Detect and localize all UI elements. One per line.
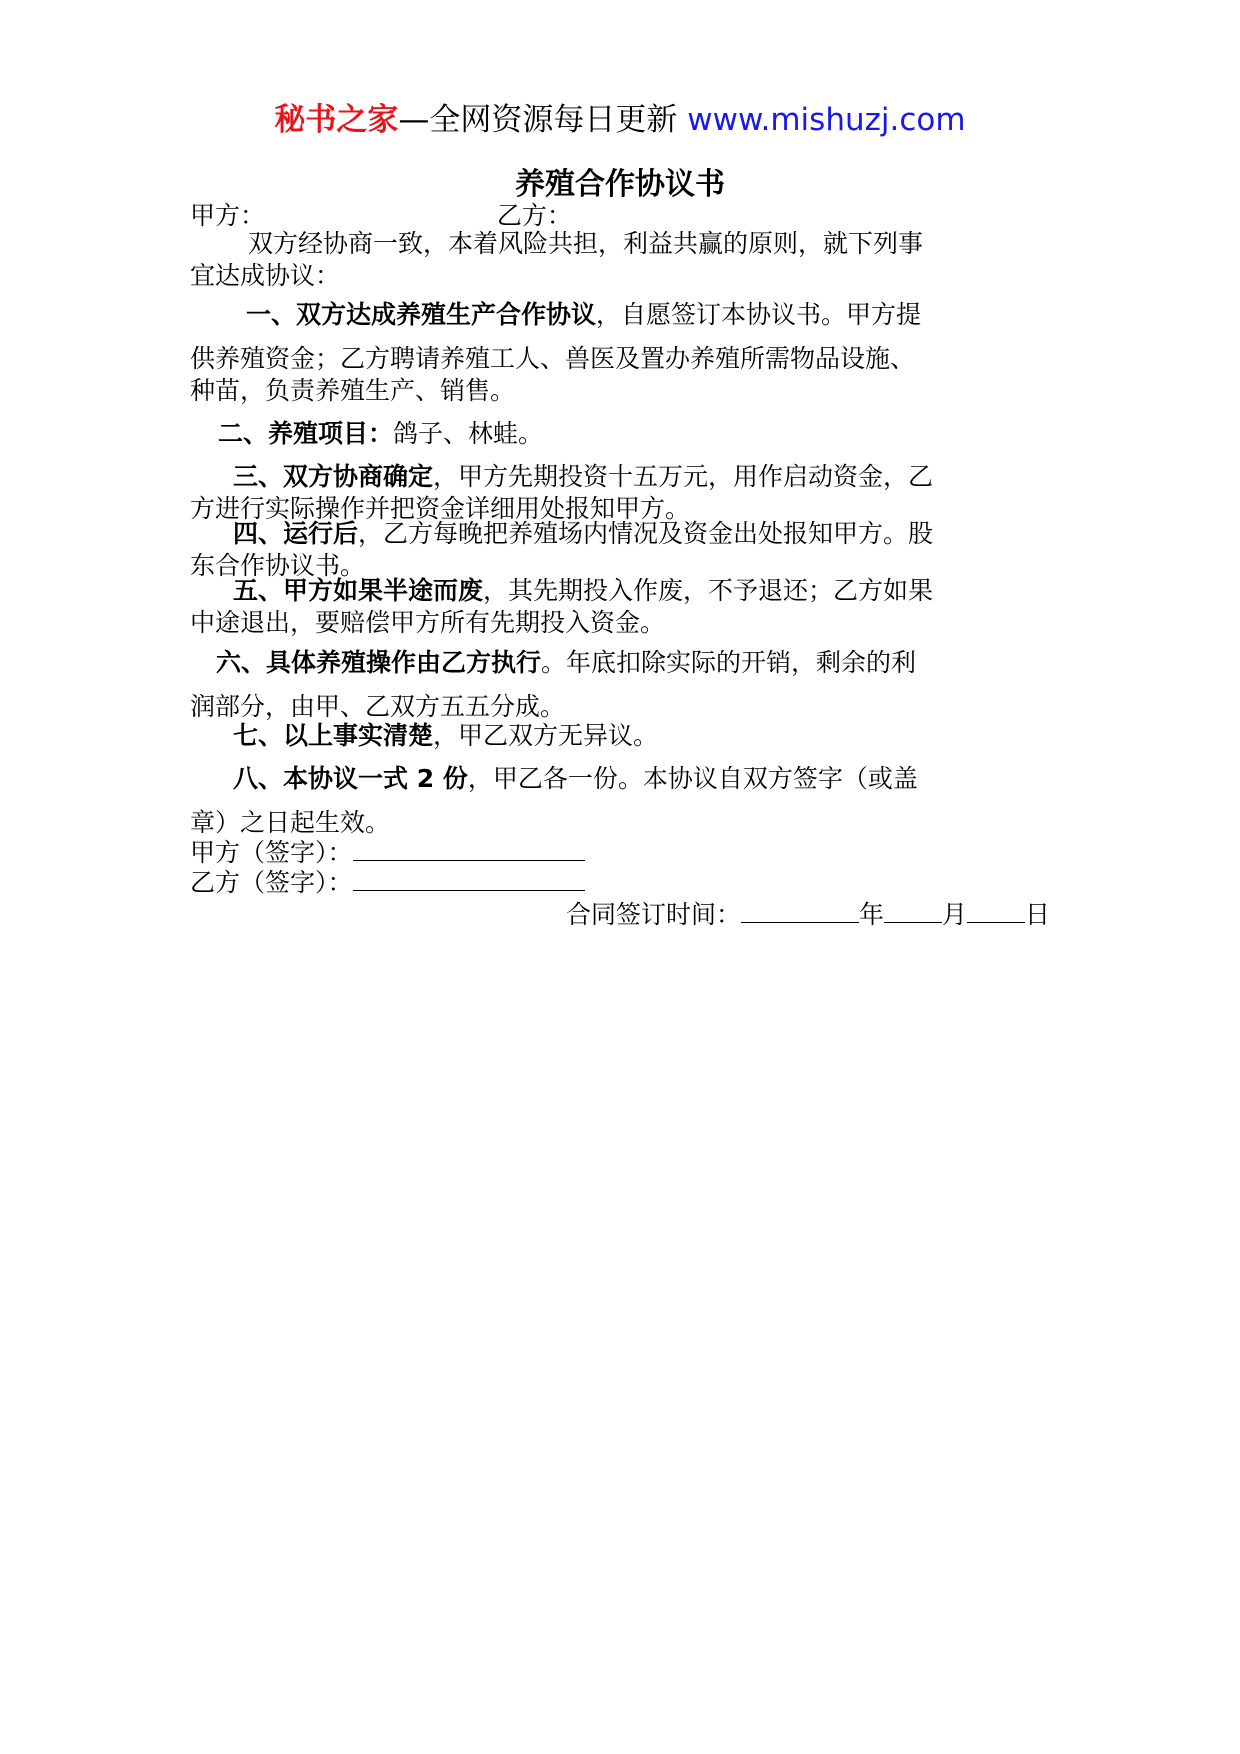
clause-1-line-2: 供养殖资金；乙方聘请养殖工人、兽医及置办养殖所需物品设施、	[190, 344, 916, 373]
clause-7-heading: 七、以上事实清楚	[233, 721, 434, 750]
clause-5-line-1: ，其先期投入作废，不予退还；乙方如果	[483, 576, 934, 605]
clause-6-heading: 六、具体养殖操作由乙方执行	[216, 648, 542, 677]
site-header	[0, 100, 1240, 140]
signing-month-blank[interactable]	[884, 898, 942, 923]
clause-2-heading: 二、养殖项目：	[218, 419, 394, 448]
clause-1-line-1: ，自愿签订本协议书。甲方提	[596, 300, 922, 329]
clause-5-heading: 五、甲方如果半途而废	[233, 576, 484, 605]
clause-5	[190, 575, 1050, 639]
clause-6	[190, 647, 1050, 679]
clause-1-line-3: 种苗，负责养殖生产、销售。	[190, 376, 516, 405]
header-tagline: —全网资源每日更新	[398, 102, 678, 138]
clause-3-line-1: ，甲方先期投资十五万元，用作启动资金，乙	[433, 462, 934, 491]
clause-3-line-2: 方进行实际操作并把资金详细用处报知甲方。	[190, 494, 691, 523]
intro-paragraph	[190, 228, 1050, 292]
signing-date-label: 合同签订时间：	[565, 900, 741, 929]
signing-date-row	[190, 898, 1050, 931]
clause-2	[190, 418, 1050, 450]
party-b-signature-line[interactable]	[353, 866, 585, 891]
clause-1-heading: 一、双方达成养殖生产合作协议	[246, 300, 597, 329]
clause-8-line-1: ，甲乙各一份。本协议自双方签字（或盖	[467, 764, 918, 793]
clause-5-line-2: 中途退出，要赔偿甲方所有先期投入资金。	[190, 608, 666, 637]
day-label: 日	[1024, 900, 1050, 929]
signing-year-blank[interactable]	[741, 898, 859, 923]
clause-6-cont	[190, 691, 1050, 723]
party-a-signature-label: 甲方（签字）：	[190, 838, 353, 867]
brand-name: 秘书之家	[274, 102, 399, 138]
clause-3-heading: 三、双方协商确定	[233, 462, 434, 491]
party-a-signature-row	[190, 836, 1050, 869]
party-a-label: 甲方：	[190, 201, 266, 230]
party-b-signature-row	[190, 866, 1050, 899]
clause-6-line-2: 润部分，由甲、乙双方五五分成。	[190, 692, 566, 721]
clause-8-line-2: 章）之日起生效。	[190, 808, 391, 837]
intro-line-2: 宜达成协议：	[190, 261, 341, 290]
clause-8-heading: 八、本协议一式 2 份	[233, 764, 468, 793]
clause-8	[190, 763, 1050, 795]
clause-4	[190, 518, 1050, 582]
clause-7	[190, 720, 1050, 752]
signing-day-blank[interactable]	[967, 898, 1025, 923]
party-b-label: 乙方：	[496, 201, 572, 230]
clause-7-line-1: ，甲乙双方无异议。	[433, 721, 659, 750]
clause-6-line-1: 。年底扣除实际的开销，剩余的利	[541, 648, 917, 677]
document-title: 养殖合作协议书	[515, 167, 725, 202]
clause-4-line-2: 东合作协议书。	[190, 551, 366, 580]
clause-4-heading: 四、运行后	[233, 519, 359, 548]
clause-4-line-1: ，乙方每晚把养殖场内情况及资金出处报知甲方。股	[358, 519, 934, 548]
site-url-link[interactable]: www.mishuzj.com	[687, 102, 966, 138]
clause-1-cont	[190, 343, 1050, 407]
year-label: 年	[858, 900, 884, 929]
clause-2-line-1: 鸽子、林蛙。	[393, 419, 544, 448]
intro-line-1: 双方经协商一致，本着风险共担，利益共赢的原则，就下列事	[248, 229, 924, 258]
clause-1	[190, 299, 1050, 331]
clause-8-cont	[190, 807, 1050, 839]
month-label: 月	[941, 900, 967, 929]
party-b-signature-label: 乙方（签字）：	[190, 868, 353, 897]
clause-3	[190, 461, 1050, 525]
party-a-signature-line[interactable]	[353, 836, 585, 861]
